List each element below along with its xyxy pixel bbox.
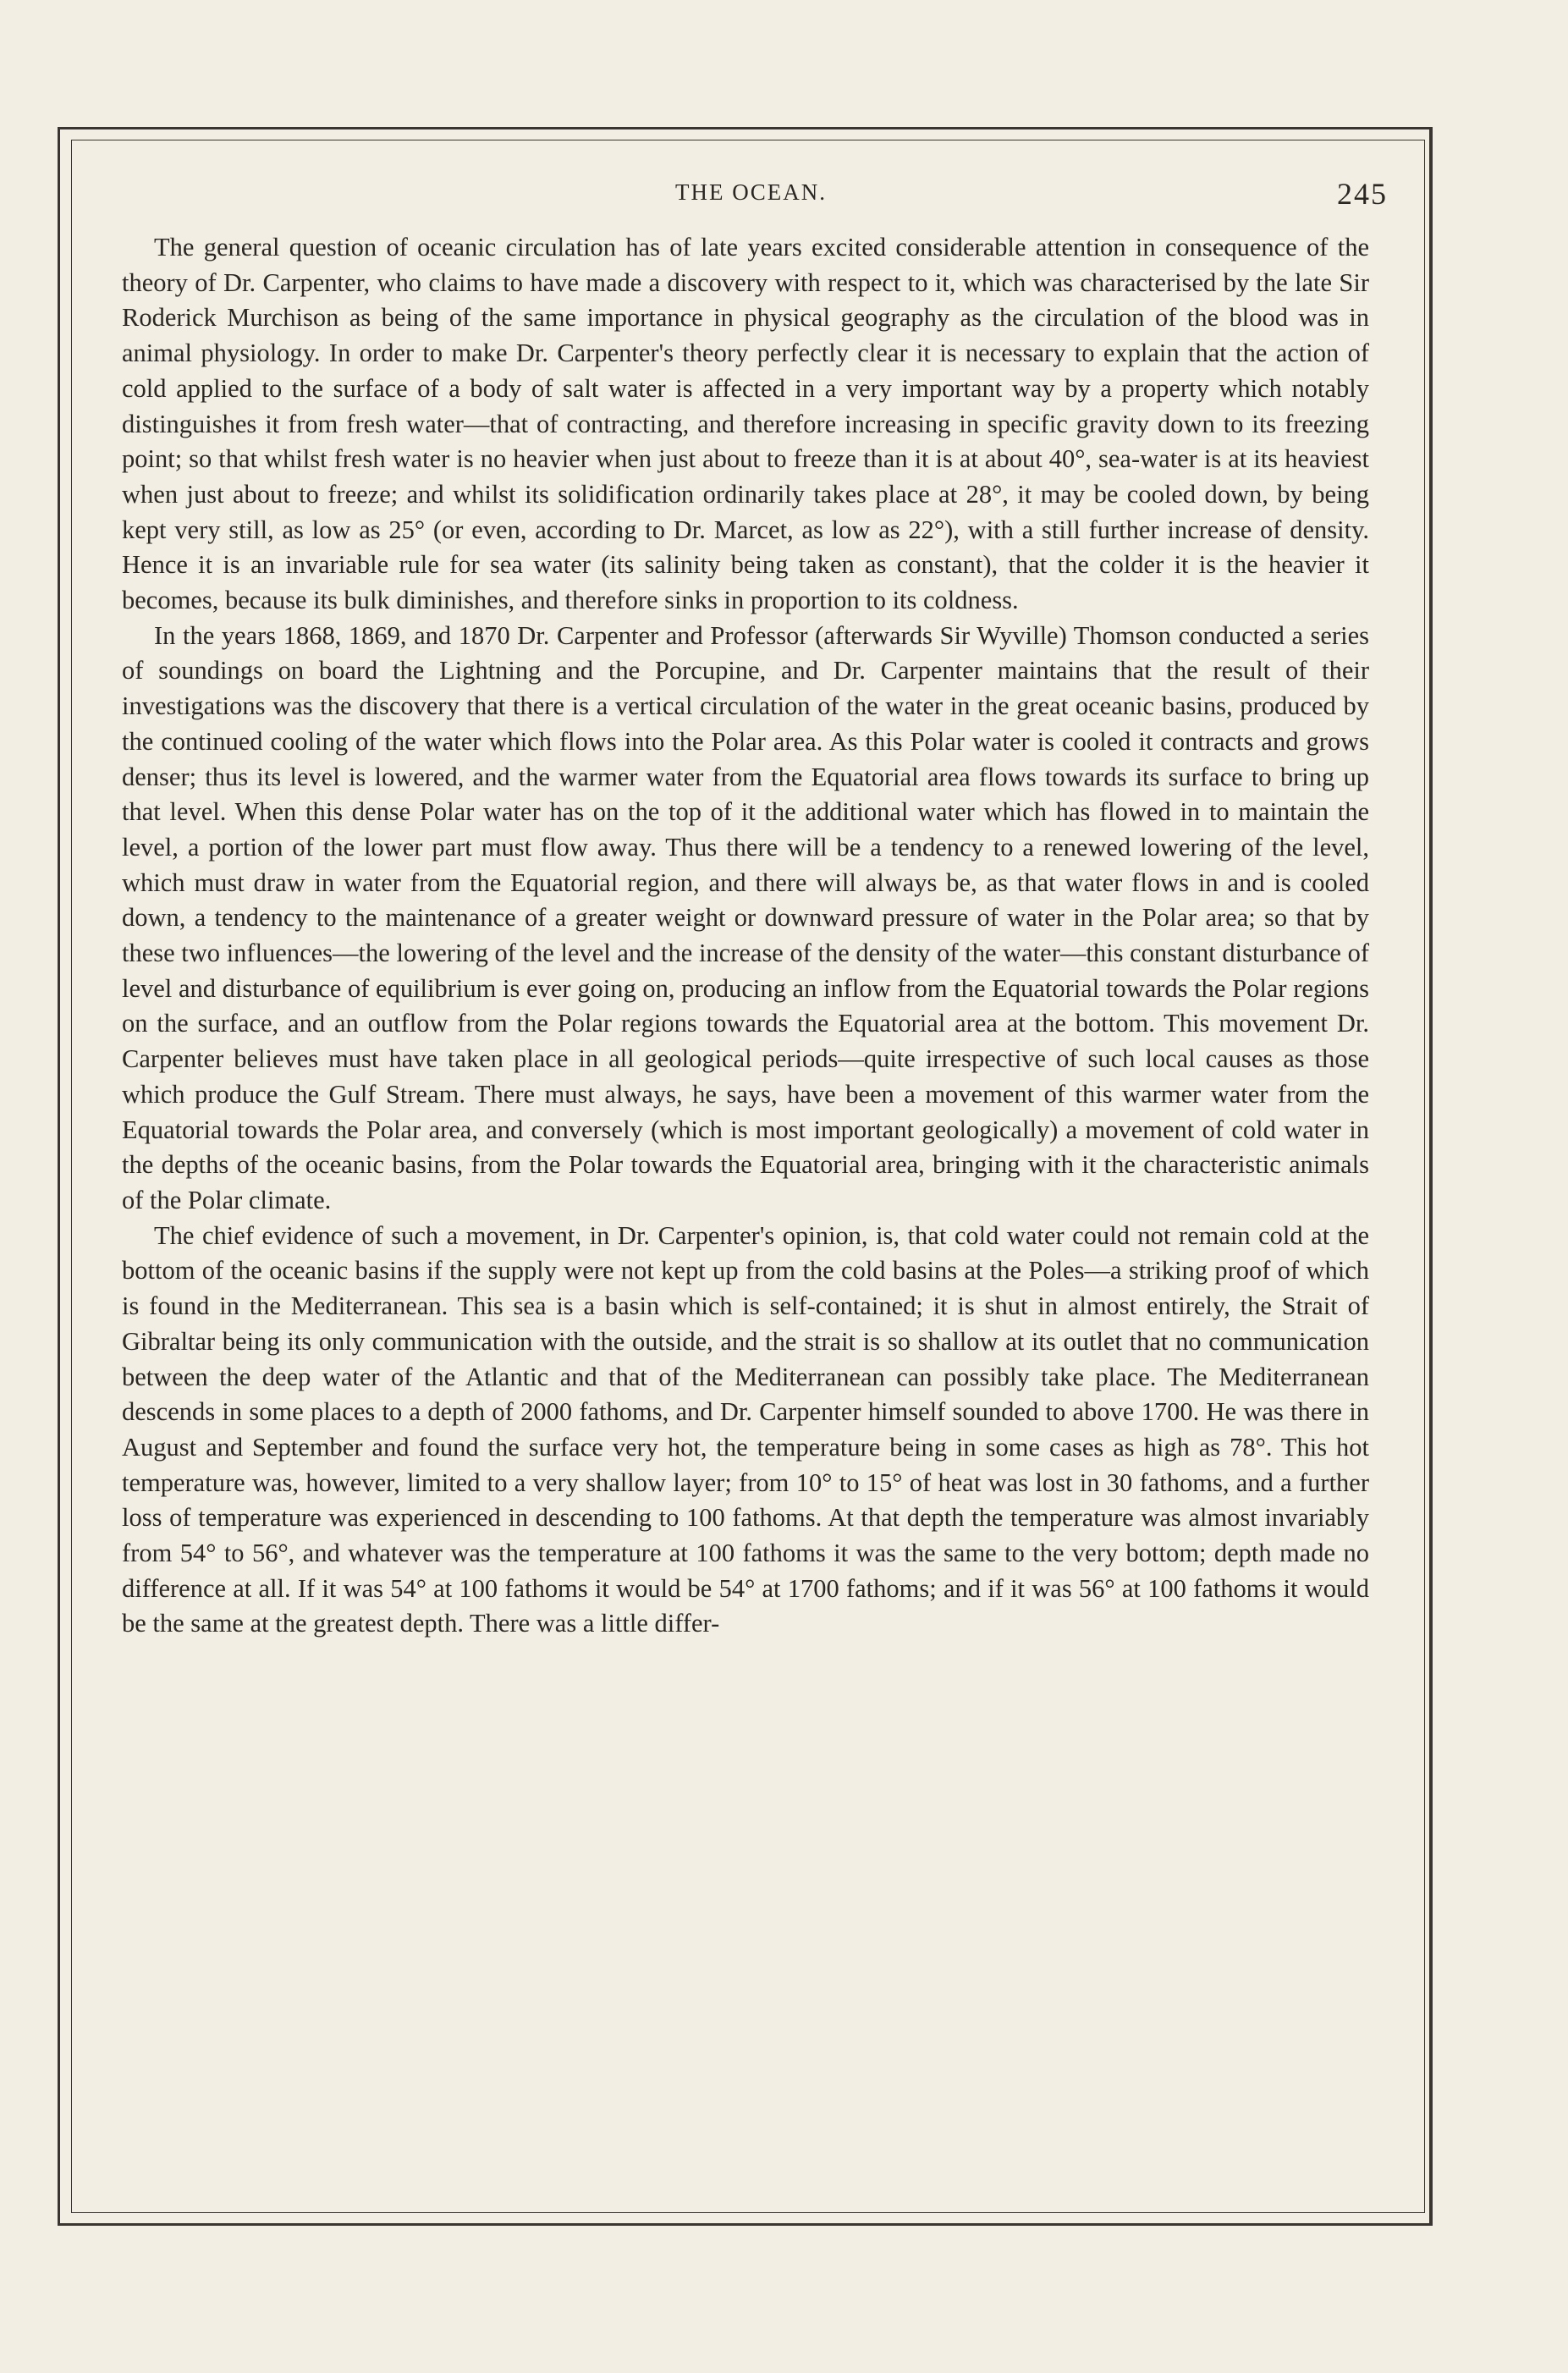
page-header	[114, 179, 1388, 222]
paragraph-2: In the years 1868, 1869, and 1870 Dr. Carpenter and Professor (afterwards Sir Wyville) Thomson conducted a series of soundings on board the Lightning and the Porcupine, and Dr. Carpenter maintains that the result of their investigations was the discovery that there is a vertical circulation of the water in the great oceanic basins, produced by the continued cooling of the water which flows into the Polar area. As this Polar water is cooled it contracts and grows denser; thus its level is lowered, and the warmer water from the Equatorial area flows towards its surface to bring up that level. When this dense Polar water has on the top of it the additional water which has flowed in to maintain the level, a portion of the lower part must flow away. Thus there will be a tendency to a renewed lowering of the level, which must draw in water from the Equatorial region, and there will always be, as that water flows in and is cooled down, a tendency to the maintenance of a greater weight or downward pressure of water in the Polar area; so that by these two influences—the lowering of the level and the increase of the density of the water—this constant disturbance of level and disturbance of equilibrium is ever going on, producing an inflow from the Equatorial towards the Polar regions on the surface, and an outflow from the Polar regions towards the Equatorial area at the bottom. This movement Dr. Carpenter believes must have taken place in all geological periods—quite irrespective of such local causes as those which produce the Gulf Stream. There must always, he says, have been a movement of this warmer water from the Equatorial towards the Polar area, and conversely (which is most important geologically) a movement of cold water in the depths of the oceanic basins, from the Polar towards the Equatorial area, bringing with it the characteristic animals of the Polar climate.	[122, 620, 1369, 1214]
running-title: THE OCEAN.	[675, 179, 827, 205]
paragraph-1: The general question of oceanic circulation has of late years excited considerable attention in consequence of the theory of Dr. Carpenter, who claims to have made a discovery with respect to it, which was characterised by the late Sir Roderick Murchison as being of the same importance in physical geography as the circulation of the blood was in animal physiology. In order to make Dr. Carpenter's theory perfectly clear it is necessary to explain that the action of cold applied to the surface of a body of salt water is affected in a very important way by a property which notably distinguishes it from fresh water—that of contracting, and therefore increasing in specific gravity down to its freezing point; so that whilst fresh water is no heavier when just about to freeze than it is at about 40°, sea-water is at its heaviest when just about to freeze; and whilst its solidification ordinarily takes place at 28°, it may be cooled down, by being kept very still, as low as 25° (or even, according to Dr. Marcet, as low as 22°), with a still further increase of density. Hence it is an invariable rule for sea water (its salinity being taken as constant), that the colder it is the heavier it becomes, because its bulk diminishes, and therefore sinks in proportion to its coldness.	[122, 233, 1369, 615]
body-text	[122, 230, 1369, 1642]
page-number: 245	[1337, 177, 1388, 211]
paragraph-3: The chief evidence of such a movement, in Dr. Carpenter's opinion, is, that cold water could not remain cold at the bottom of the oceanic basins if the supply were not kept up from the cold basins at the Poles—a striking proof of which is found in the Mediterranean. This sea is a basin which is self-contained; it is shut in almost entirely, the Strait of Gibraltar being its only communication with the outside, and the strait is so shallow at its outlet that no communication between the deep water of the Atlantic and that of the Mediterranean can possibly take place. The Mediterranean descends in some places to a depth of 2000 fathoms, and Dr. Carpenter himself sounded to above 1700. He was there in August and September and found the surface very hot, the temperature being in some cases as high as 78°. This hot temperature was, however, limited to a very shallow layer; from 10° to 15° of heat was lost in 30 fathoms, and a further loss of temperature was experienced in descending to 100 fathoms. At that depth the temperature was almost invariably from 54° to 56°, and whatever was the temperature at 100 fathoms it was the same to the very bottom; depth made no difference at all. If it was 54° at 100 fathoms it would be 54° at 1700 fathoms; and if it was 56° at 100 fathoms it would be the same at the greatest depth. There was a little differ-	[122, 1220, 1369, 1638]
